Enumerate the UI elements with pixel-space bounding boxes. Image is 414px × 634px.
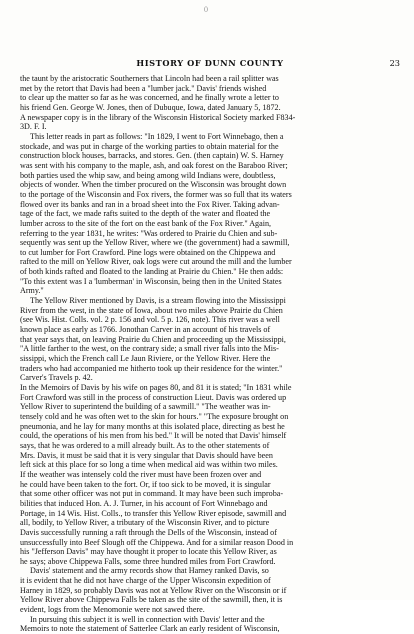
text-line: met by the retort that Davis had been a "lumber jack." Davis' friends wished [20,83,267,93]
text-line: traders who had accompanied me hitherto took up their residence for the winter." [20,363,283,373]
text-line: Fort Crawford was still in the process of construction Lieut. Davis was ordered up [20,392,287,402]
text-line: rafted to the mill on Yellow River, oak logs were cut around the mill and the lumber [20,257,292,267]
text-line: that some other officer was not put in command. It may have been such improba- [20,489,284,499]
text-line: Yellow River to superintend the building of a sawmill." "The weather was in- [20,402,271,412]
text-line: Davis' statement and the army records show that Harney ranked Davis, so [30,566,269,576]
text-line: Portage, in 14 Wis. Hist. Colls., to transfer this Yellow River episode, sawmill and [20,508,287,518]
text-line: Davis successfully running a raft through the Dells of the Wisconsin, instead of [20,527,277,537]
text-line: tensely cold and he was often wet to the skin for hours." "The exposure brought on [20,411,289,421]
page-number: 23 [389,58,400,68]
text-line: left sick at this place for so long a time when medical aid was within two miles. [20,460,278,470]
text-line: evident, logs from the Menomonie were not sawed there. [20,605,205,615]
text-line: his "Jefferson Davis" may have thought it proper to locate this Yellow River, as [20,547,277,557]
text-line: sequently was sent up the Yellow River, where we (the government) had a sawmill, [20,238,290,248]
text-line: his friend Gen. George W. Jones, then of Dubuque, Iowa, dated January 5, 1872. [20,102,281,112]
text-line: 3D. F. I. [20,122,47,132]
text-line: pneumonia, and he lay for many months at this isolated place, directing as best he [20,421,285,431]
text-line: tage of the fact, we made rafts suited to the depth of the water and floated the [20,209,271,219]
text-line: was sent with his company to the maple, ash, and oak forest on the Baraboo River; [20,160,288,170]
text-line: all, bodily, to Yellow River, a tributary of the Wisconsin River, and to picture [20,518,270,528]
text-line: to clear up the matter so far as he was concerned, and he finally wrote a letter to [20,93,279,103]
text-line: In the Memoirs of Davis by his wife on pages 80, and 81 it is stated; "In 1831 while [20,383,292,392]
text-line: the taunt by the aristocratic Southerners that Lincoln had been a rail splitter was [20,74,279,83]
paragraph [20,615,403,634]
text-line: bilities that induced Hon. A. J. Turner, in his account of Fort Winnebago and [20,498,268,508]
text-line: River from the west, in the state of Iowa, about two miles above Prairie du Chien [20,305,283,315]
text-line: (see Wis. Hist. Colls. vol. 2 p. 156 and vol. 5 p. 126, note). This river was a well [20,315,280,325]
text-line: Carver's Travels p. 42. [20,373,93,383]
text-line: he could have been taken to the fort. Or, if too sick to be moved, it is singular [20,479,271,489]
paragraph [20,74,403,132]
text-line: "To this extent was I a 'lumberman' in Wisconsin, being then in the United States [20,276,282,286]
text-line: says, that he was ordered to a mill already built. As to the other statements of [20,440,270,450]
text-line: Army." [20,286,44,296]
text-line: sissippi, which the French call Le Jaun Riviere, or the Yellow River. Here the [20,354,271,364]
text-line: Harney in 1829, so probably Davis was not at Yellow River on the Wisconsin or if [20,585,287,595]
text-line: to the portage of the Wisconsin and Fox rivers, the former was so full that its waters [20,189,292,199]
text-line: Memoirs to note the statement of Satterlee Clark an early resident of Wisconsin, [20,624,280,634]
text-line: to cut lumber for Fort Crawford. Pine logs were obtained on the Chippewa and [20,247,276,257]
text-line: known place as early as 1766. Jonothan Carver in an account of his travels of [20,325,271,335]
text-line: he says; above Chippewa Falls, some three hundred miles from Fort Crawford. [20,556,276,566]
running-title: HISTORY OF DUNN COUNTY [136,58,284,68]
page-header [20,58,400,70]
text-line: unsuccessfully into Beef Slough off the Chippewa. And for a similar reason Dood in [20,537,294,547]
page-body [20,74,403,634]
text-line: stockade, and was put in charge of the working parties to obtain material for the [20,141,279,151]
text-line: of both kinds rafted and floated to the landing at Prairie du Chien." He then adds: [20,267,284,277]
text-line: If the weather was intensely cold the river must have been frozen over and [20,469,262,479]
page-mark: 0 [203,6,209,14]
paragraph [20,566,403,614]
paragraph [20,383,403,566]
text-line: flowed over its banks and ran in a broad sheet into the Fox River. Taking advan- [20,199,280,209]
text-line: construction block houses, barracks, and stores. Gen. (then captain) W. S. Harney [20,151,284,161]
text-line: Mrs. Davis, it must be said that it is very singular that Davis should have been [20,450,273,460]
text-line: referring to the year 1831, he writes: "Was ordered to Prairie du Chien and sub- [20,228,278,238]
text-line: both parties used the whip saw, and being among wild Indians were, doubtless, [20,170,276,180]
text-line: it is evident that he did not have charge of the Upper Wisconsin expedition of [20,576,271,586]
text-line: The Yellow River mentioned by Davis, is a stream flowing into the Mississippi [30,296,286,306]
text-line: objects of wonder. When the timber procured on the Wisconsin was brought down [20,180,287,190]
text-line: lumber across to the site of the fort on the east bank of the Fox River." Again, [20,218,272,228]
text-line: "A little farther to the west, on the contrary side; a small river falls into the Mis- [20,344,279,354]
text-line: A newspaper copy is in the library of the Wisconsin Historical Society marked F834- [20,112,296,122]
paragraph [20,296,403,383]
text-line: In pursuing this subject it is well in connection with Davis' letter and the [30,614,265,624]
text-line: that year says that, on leaving Prairie du Chien and proceeding up the Mississippi, [20,334,286,344]
text-line: could, the operations of his men from his bed." It will be noted that Davis' himself [20,431,287,441]
text-line: Yellow River above Chippewa Falls be taken as the site of the sawmill, then, it is [20,595,283,605]
paragraph [20,132,403,296]
text-line: This letter reads in part as follows: "In 1829, I went to Fort Winnebago, then a [30,131,284,141]
